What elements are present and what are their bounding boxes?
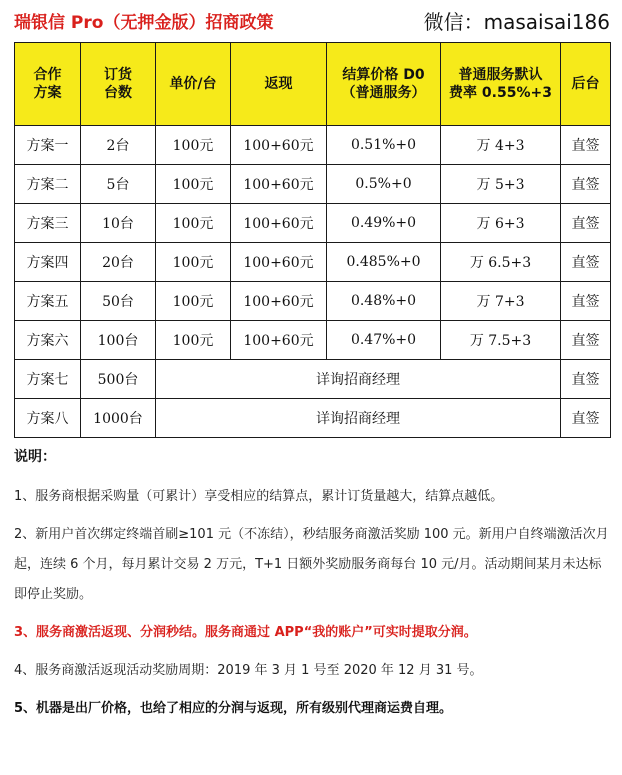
table-row [15,282,611,321]
cell-settle: 0.48%+0 [327,282,441,321]
cell-plan: 方案八 [15,399,81,438]
cell-rate: 万 7+3 [441,282,561,321]
table-row [15,399,611,438]
cell-plan: 方案一 [15,126,81,165]
cell-backend: 直签 [561,243,611,282]
header-cashback: 返现 [231,43,327,126]
wechat-contact: 微信：masaisai186 [423,10,610,34]
cell-plan: 方案七 [15,360,81,399]
cell-qty: 50台 [81,282,156,321]
cell-consult: 详询招商经理 [156,360,561,399]
cell-cashback: 100+60元 [231,321,327,360]
page-title: 瑞银信 Pro（无押金版）招商政策 [14,13,274,33]
cell-backend: 直签 [561,282,611,321]
header [0,0,622,42]
cell-qty: 20台 [81,243,156,282]
cell-qty: 2台 [81,126,156,165]
cell-backend: 直签 [561,165,611,204]
header-plan: 合作 方案 [15,43,81,126]
cell-backend: 直签 [561,360,611,399]
cell-settle: 0.51%+0 [327,126,441,165]
cell-qty: 1000台 [81,399,156,438]
cell-price: 100元 [156,165,231,204]
cell-rate: 万 6+3 [441,204,561,243]
cell-cashback: 100+60元 [231,282,327,321]
table-row [15,126,611,165]
cell-plan: 方案四 [15,243,81,282]
cell-rate: 万 7.5+3 [441,321,561,360]
cell-price: 100元 [156,243,231,282]
cell-backend: 直签 [561,399,611,438]
note-item-bold: 5、机器是出厂价格，也给了相应的分润与返现，所有级别代理商运费自理。 [14,701,453,716]
cell-cashback: 100+60元 [231,243,327,282]
cell-price: 100元 [156,321,231,360]
policy-table [14,42,611,438]
cell-price: 100元 [156,282,231,321]
cell-price: 100元 [156,126,231,165]
cell-settle: 0.485%+0 [327,243,441,282]
table-header-row [15,43,611,126]
cell-backend: 直签 [561,204,611,243]
notes-title: 说明： [14,449,56,465]
cell-settle: 0.49%+0 [327,204,441,243]
cell-rate: 万 6.5+3 [441,243,561,282]
header-rate: 普通服务默认 费率 0.55%+3 [441,43,561,126]
cell-qty: 500台 [81,360,156,399]
cell-consult: 详询招商经理 [156,399,561,438]
note-item-highlight: 3、服务商激活返现、分润秒结。服务商通过 APP“我的账户”可实时提取分润。 [14,625,477,640]
cell-backend: 直签 [561,126,611,165]
table-row [15,243,611,282]
table-row [15,360,611,399]
header-settle: 结算价格 D0 （普通服务） [327,43,441,126]
cell-rate: 万 5+3 [441,165,561,204]
header-qty: 订货 台数 [81,43,156,126]
cell-settle: 0.47%+0 [327,321,441,360]
cell-plan: 方案五 [15,282,81,321]
header-price: 单价/台 [156,43,231,126]
note-item: 4、服务商激活返现活动奖励周期：2019 年 3 月 1 号至 2020 年 12 月 31 号。 [14,663,483,678]
table-row [15,321,611,360]
cell-rate: 万 4+3 [441,126,561,165]
notes-section [14,446,610,732]
cell-cashback: 100+60元 [231,126,327,165]
cell-qty: 10台 [81,204,156,243]
note-item: 1、服务商根据采购量（可累计）享受相应的结算点，累计订货量越大，结算点越低。 [14,489,504,504]
cell-plan: 方案三 [15,204,81,243]
table-row [15,165,611,204]
table-row [15,204,611,243]
cell-cashback: 100+60元 [231,204,327,243]
header-backend: 后台 [561,43,611,126]
cell-cashback: 100+60元 [231,165,327,204]
cell-settle: 0.5%+0 [327,165,441,204]
cell-qty: 5台 [81,165,156,204]
cell-qty: 100台 [81,321,156,360]
cell-price: 100元 [156,204,231,243]
cell-plan: 方案二 [15,165,81,204]
cell-backend: 直签 [561,321,611,360]
note-item: 2、新用户首次绑定终端首刷≥101 元（不冻结），秒结服务商激活奖励 100 元。新用户自终端激活次月起，连续 6 个月，每月累计交易 2 万元，T+1 日额外奖励服务商每台 10 元/月。活动期间某月未达标即停止奖励。 [14,527,609,602]
cell-plan: 方案六 [15,321,81,360]
